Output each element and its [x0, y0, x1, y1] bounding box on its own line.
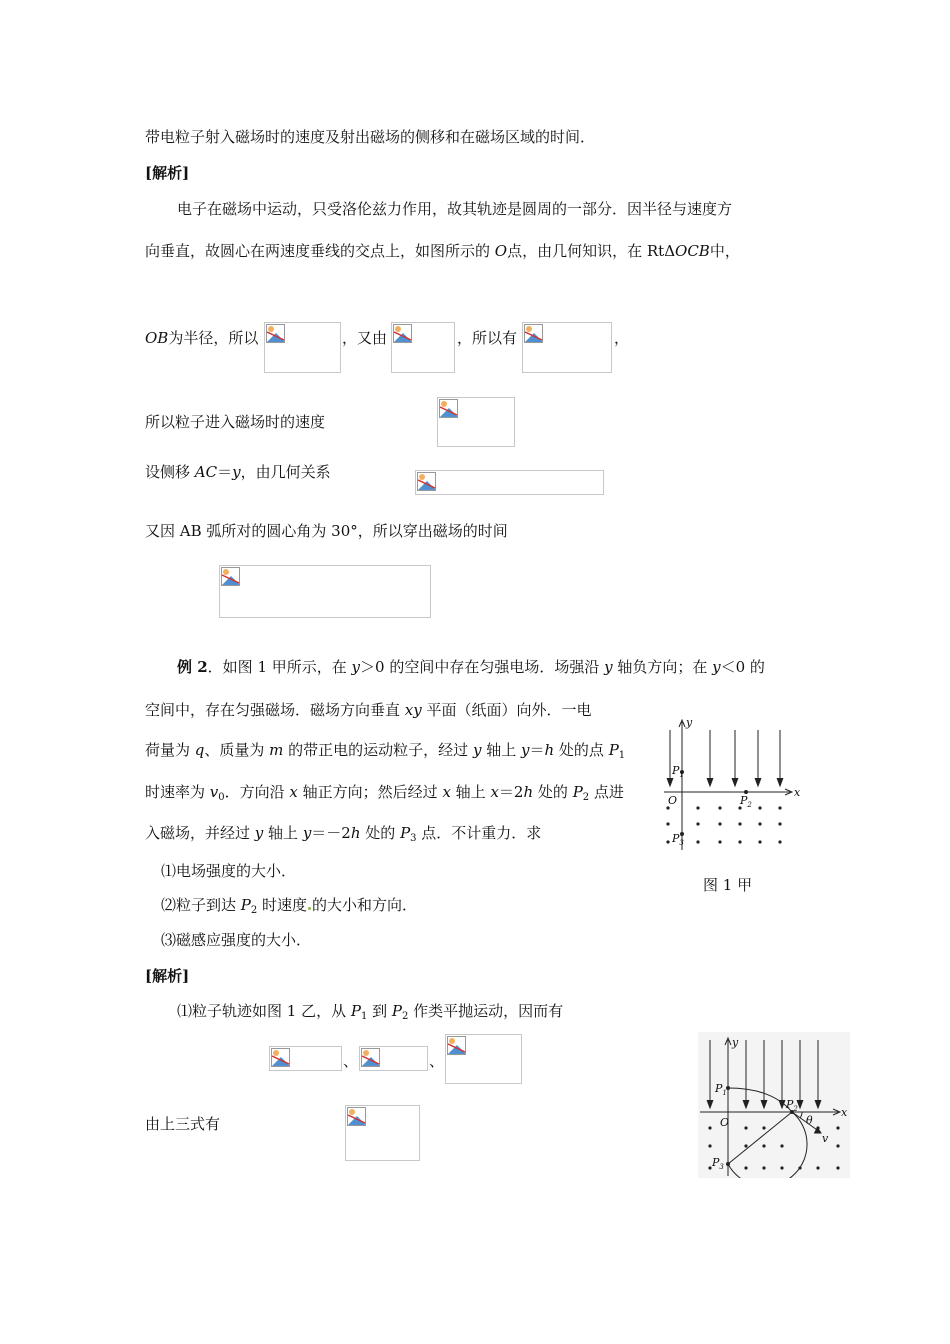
text-line: 又因 AB 弧所对的圆心角为 30°，所以穿出磁场的时间 [145, 522, 508, 540]
question-item: ⑶磁感应强度的大小． [161, 931, 312, 949]
fig2-y-label: y [732, 1036, 739, 1049]
fig2-origin-label: O [720, 1116, 730, 1129]
figure-caption: 图 1 甲 [703, 876, 753, 894]
formula-image-placeholder [437, 397, 515, 447]
formula-image-placeholder [264, 322, 341, 373]
question-item: ⑴电场强度的大小． [161, 862, 297, 880]
text-line: 所以粒子进入磁场时的速度 [145, 413, 326, 431]
formula-image-placeholder [345, 1105, 420, 1161]
text-line: 时速率为 $v_0$．方向沿 x 轴正方向；然后经过 x 轴上 x＝2h 处的 $P_2$ 点进 [145, 783, 624, 803]
fig2-p1-label: $P_1$ [715, 1082, 727, 1097]
formula-image-placeholder [269, 1046, 342, 1071]
text-line: OB为半径，所以 [145, 329, 259, 347]
accent-dot [308, 907, 311, 910]
broken-image-icon [221, 567, 241, 587]
text-line: 由上三式有 [145, 1115, 221, 1133]
fig1-y-label: y [686, 716, 693, 729]
fig1-p2-label: $P_2$ [740, 794, 752, 809]
broken-image-icon [393, 324, 413, 344]
fig2-x-label: x [841, 1106, 848, 1119]
formula-image-placeholder [359, 1046, 428, 1071]
text-line: 入磁场，并经过 y 轴上 y＝－2h 处的 $P_3$ 点．不计重力．求 [145, 824, 542, 844]
broken-image-icon [271, 1048, 291, 1068]
question-item: ⑵粒子到达 $P_2$ 时速度 的大小和方向． [161, 896, 418, 916]
broken-image-icon [361, 1048, 381, 1068]
broken-image-icon [347, 1107, 367, 1127]
text-line: ⑴粒子轨迹如图 1 乙，从 $P_1$ 到 $P_2$ 作类平抛运动，因而有 [177, 1002, 564, 1022]
fig1-p1-label: $P_1$ [672, 764, 684, 779]
text-line: 带电粒子射入磁场时的速度及射出磁场的侧移和在磁场区域的时间． [145, 128, 596, 146]
formula-image-placeholder [445, 1034, 522, 1084]
formula-image-placeholder [415, 470, 604, 495]
broken-image-icon [266, 324, 286, 344]
broken-image-icon [447, 1036, 467, 1056]
text-line: ， [614, 329, 630, 347]
text-line: 设侧移 AC＝y，由几何关系 [145, 463, 331, 481]
fig1-origin-label: O [668, 794, 678, 807]
formula-image-placeholder [219, 565, 431, 618]
text-line: ，又由 [342, 329, 388, 347]
broken-image-icon [439, 399, 459, 419]
text-line: 空间中，存在匀强磁场．磁场方向垂直 xy 平面（纸面）向外．一电 [145, 701, 592, 719]
analysis-heading: [解析] [145, 967, 190, 985]
figure-1-diagram [660, 712, 808, 852]
fig2-v-label: v [822, 1132, 829, 1145]
fig2-p3-label: $P_3$ [712, 1156, 724, 1171]
separator: 、 [429, 1052, 445, 1070]
formula-image-placeholder [391, 322, 455, 373]
text-line: ，所以有 [457, 329, 518, 347]
fig2-p2-label: $P_2$ [786, 1098, 798, 1113]
text-line: 电子在磁场中运动，只受洛伦兹力作用，故其轨迹是圆周的一部分．因半径与速度方 [177, 200, 733, 218]
separator: 、 [343, 1052, 359, 1070]
figure-2-diagram [698, 1032, 850, 1178]
fig1-p3-label: $P_3$ [672, 832, 684, 847]
text-line: 荷量为 q、质量为 m 的带正电的运动粒子，经过 y 轴上 y＝h 处的点 $P_1$ [145, 741, 626, 761]
fig2-theta-label: θ [806, 1114, 813, 1127]
formula-image-placeholder [522, 322, 612, 373]
broken-image-icon [417, 472, 437, 492]
text-line: 例 2．如图 1 甲所示，在 y＞0 的空间中存在匀强电场．场强沿 y 轴负方向；在 y＜0 的 [177, 658, 765, 676]
fig1-x-label: x [794, 786, 801, 799]
broken-image-icon [524, 324, 544, 344]
text-line: 向垂直，故圆心在两速度垂线的交点上，如图所示的 O点，由几何知识，在 RtΔOCB中， [145, 242, 740, 260]
analysis-heading: [解析] [145, 164, 190, 182]
